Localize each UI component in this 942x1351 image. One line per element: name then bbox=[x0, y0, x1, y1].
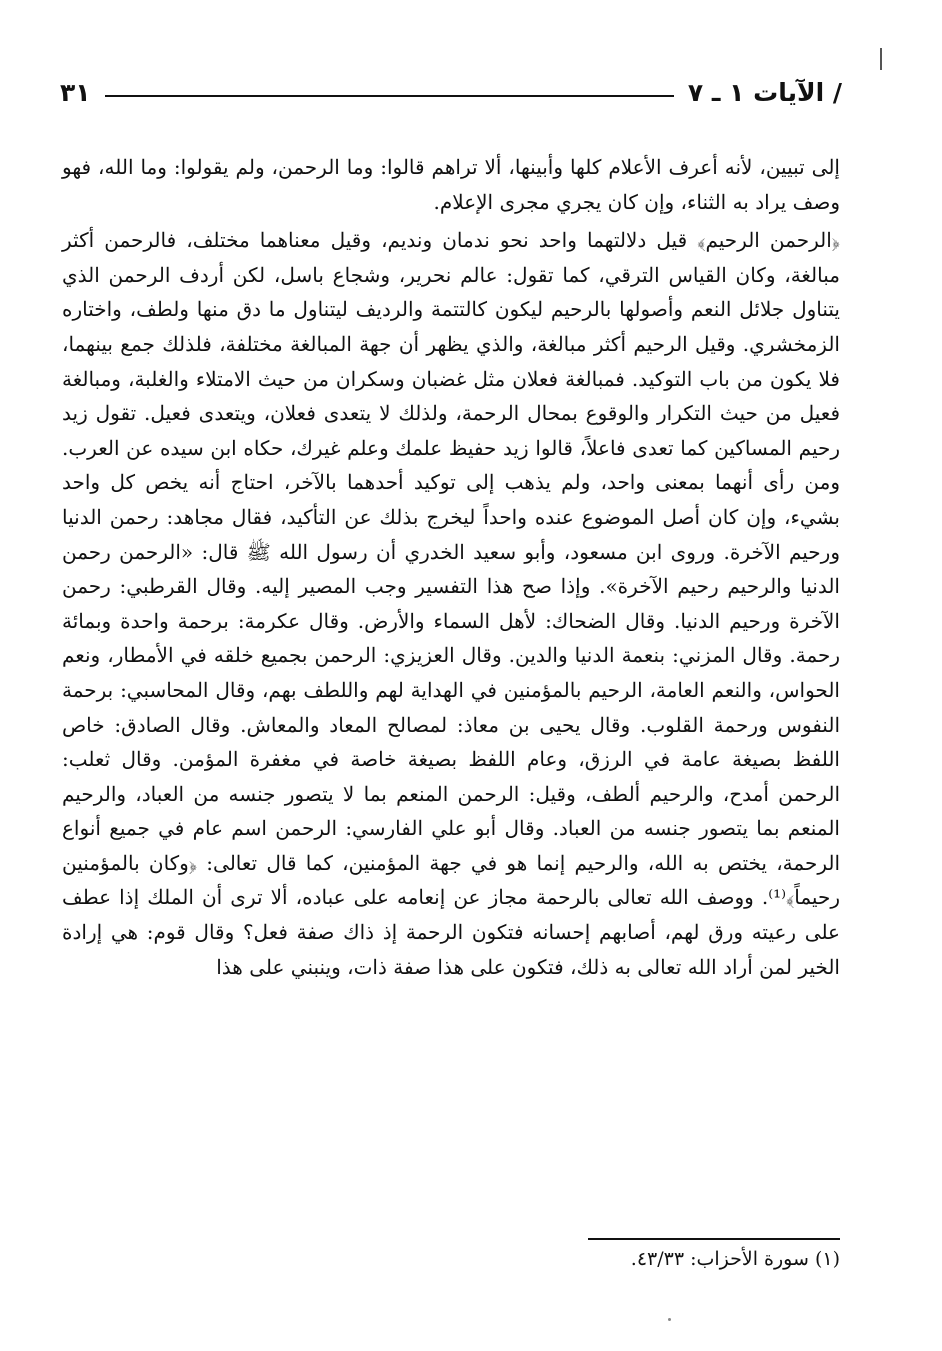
header-title: / الآيات ١ ـ ٧ bbox=[687, 77, 842, 107]
paragraph: إلى تبيين، لأنه أعرف الأعلام كلها وأبينها، ألا تراهم قالوا: وما الرحمن، ولم يقولوا: وما الله، فهو وصف يراد به الثناء، وإن كان يجري مجرى الإعلام. bbox=[62, 155, 840, 214]
scan-mark bbox=[880, 48, 882, 70]
header-rule bbox=[105, 95, 674, 97]
main-text bbox=[62, 150, 840, 984]
footnote-rule bbox=[588, 1238, 840, 1240]
page-number: ٣١ bbox=[60, 77, 91, 107]
footnote: (١) سورة الأحزاب: ٤٣/٣٣. bbox=[630, 1248, 840, 1270]
scan-speck bbox=[668, 1318, 671, 1321]
paragraph: ﴿الرحمن الرحيم﴾ قيل دلالتهما واحد نحو ندمان ونديم، وقيل معناهما مختلف، فالرحمن أكثر مبالغة، وكان القياس الترقي، كما تقول: عالم نحرير، وشجاع باسل، لكن أردف الرحمن الذي يتناول جلائل النعم وأصولها بالرحيم ليكون كالتتمة والرديف ليتناول ما دق منها ولطف، واختاره الزمخشري. وقيل الرحيم أكثر مبالغة، والذي يظهر أن جهة المبالغة مختلفة، فلذلك جمع بينهما، فلا يكون من باب التوكيد. فمبالغة فعلان مثل غضبان وسكران من حيث الامتلاء والغلبة، ومبالغة فعيل من حيث التكرار والوقوع بمحال الرحمة، ولذلك لا يتعدى فعلان، ويتعدى فعيل. تقول زيد رحيم المساكين كما تعدى فاعلاً، قالوا زيد حفيظ علمك وعلم غيرك، حكاه ابن سيده عن العرب. ومن رأى أنهما بمعنى واحد، ولم يذهب إلى توكيد أحدهما بالآخر، احتاج أنه يخص كل واحد بشيء، وإن كان أصل الموضوع عنده واحداً ليخرج بذلك عن التأكيد، فقال مجاهد: رحمن الدنيا ورحيم الآخرة. وروى ابن مسعود، وأبو سعيد الخدري أن رسول الله ﷺ قال: «الرحمن رحمن الدنيا والرحيم رحيم الآخرة». وإذا صح هذا التفسير وجب المصير إليه. وقال القرطبي: رحمن الآخرة ورحيم الدنيا. وقال الضحاك: لأهل السماء والأرض. وقال عكرمة: برحمة واحدة وبمائة رحمة. وقال المزني: بنعمة الدنيا والدين. وقال العزيزي: الرحمن بجميع خلقه في الأمطار، ونعم الحواس، والنعم العامة، الرحيم بالمؤمنين في الهداية لهم واللطف بهم، وقال المحاسبي: برحمة النفوس ورحمة القلوب. وقال يحيى بن معاذ: لمصالح المعاد والمعاش. وقال الصادق: خاص اللفظ بصيغة عامة في الرزق، وعام اللفظ بصيغة خاصة في مغفرة المؤمن. وقال ثعلب: الرحمن أمدح، والرحيم ألطف، وقيل: الرحمن المنعم بما لا يتصور جنسه من العباد، والرحيم المنعم بما يتصور جنسه من العباد. وقال أبو علي الفارسي: الرحمن اسم عام في جميع أنواع الرحمة، يختص به الله، والرحيم إنما هو في جهة المؤمنين، كما قال تعالى: ﴿وكان بالمؤمنين رحيماً﴾⁽¹⁾. ووصف الله تعالى بالرحمة مجاز عن إنعامه على عباده، ألا ترى أن الملك إذا عطف على رعيته ورق لهم، أصابهم إحسانه فتكون الرحمة إذ ذاك صفة فعل؟ وقال قوم: هي إرادة الخير لمن أراد الله تعالى به ذلك، فتكون على هذا صفة ذات، وينبني على هذا bbox=[62, 228, 841, 979]
running-header bbox=[60, 72, 842, 112]
